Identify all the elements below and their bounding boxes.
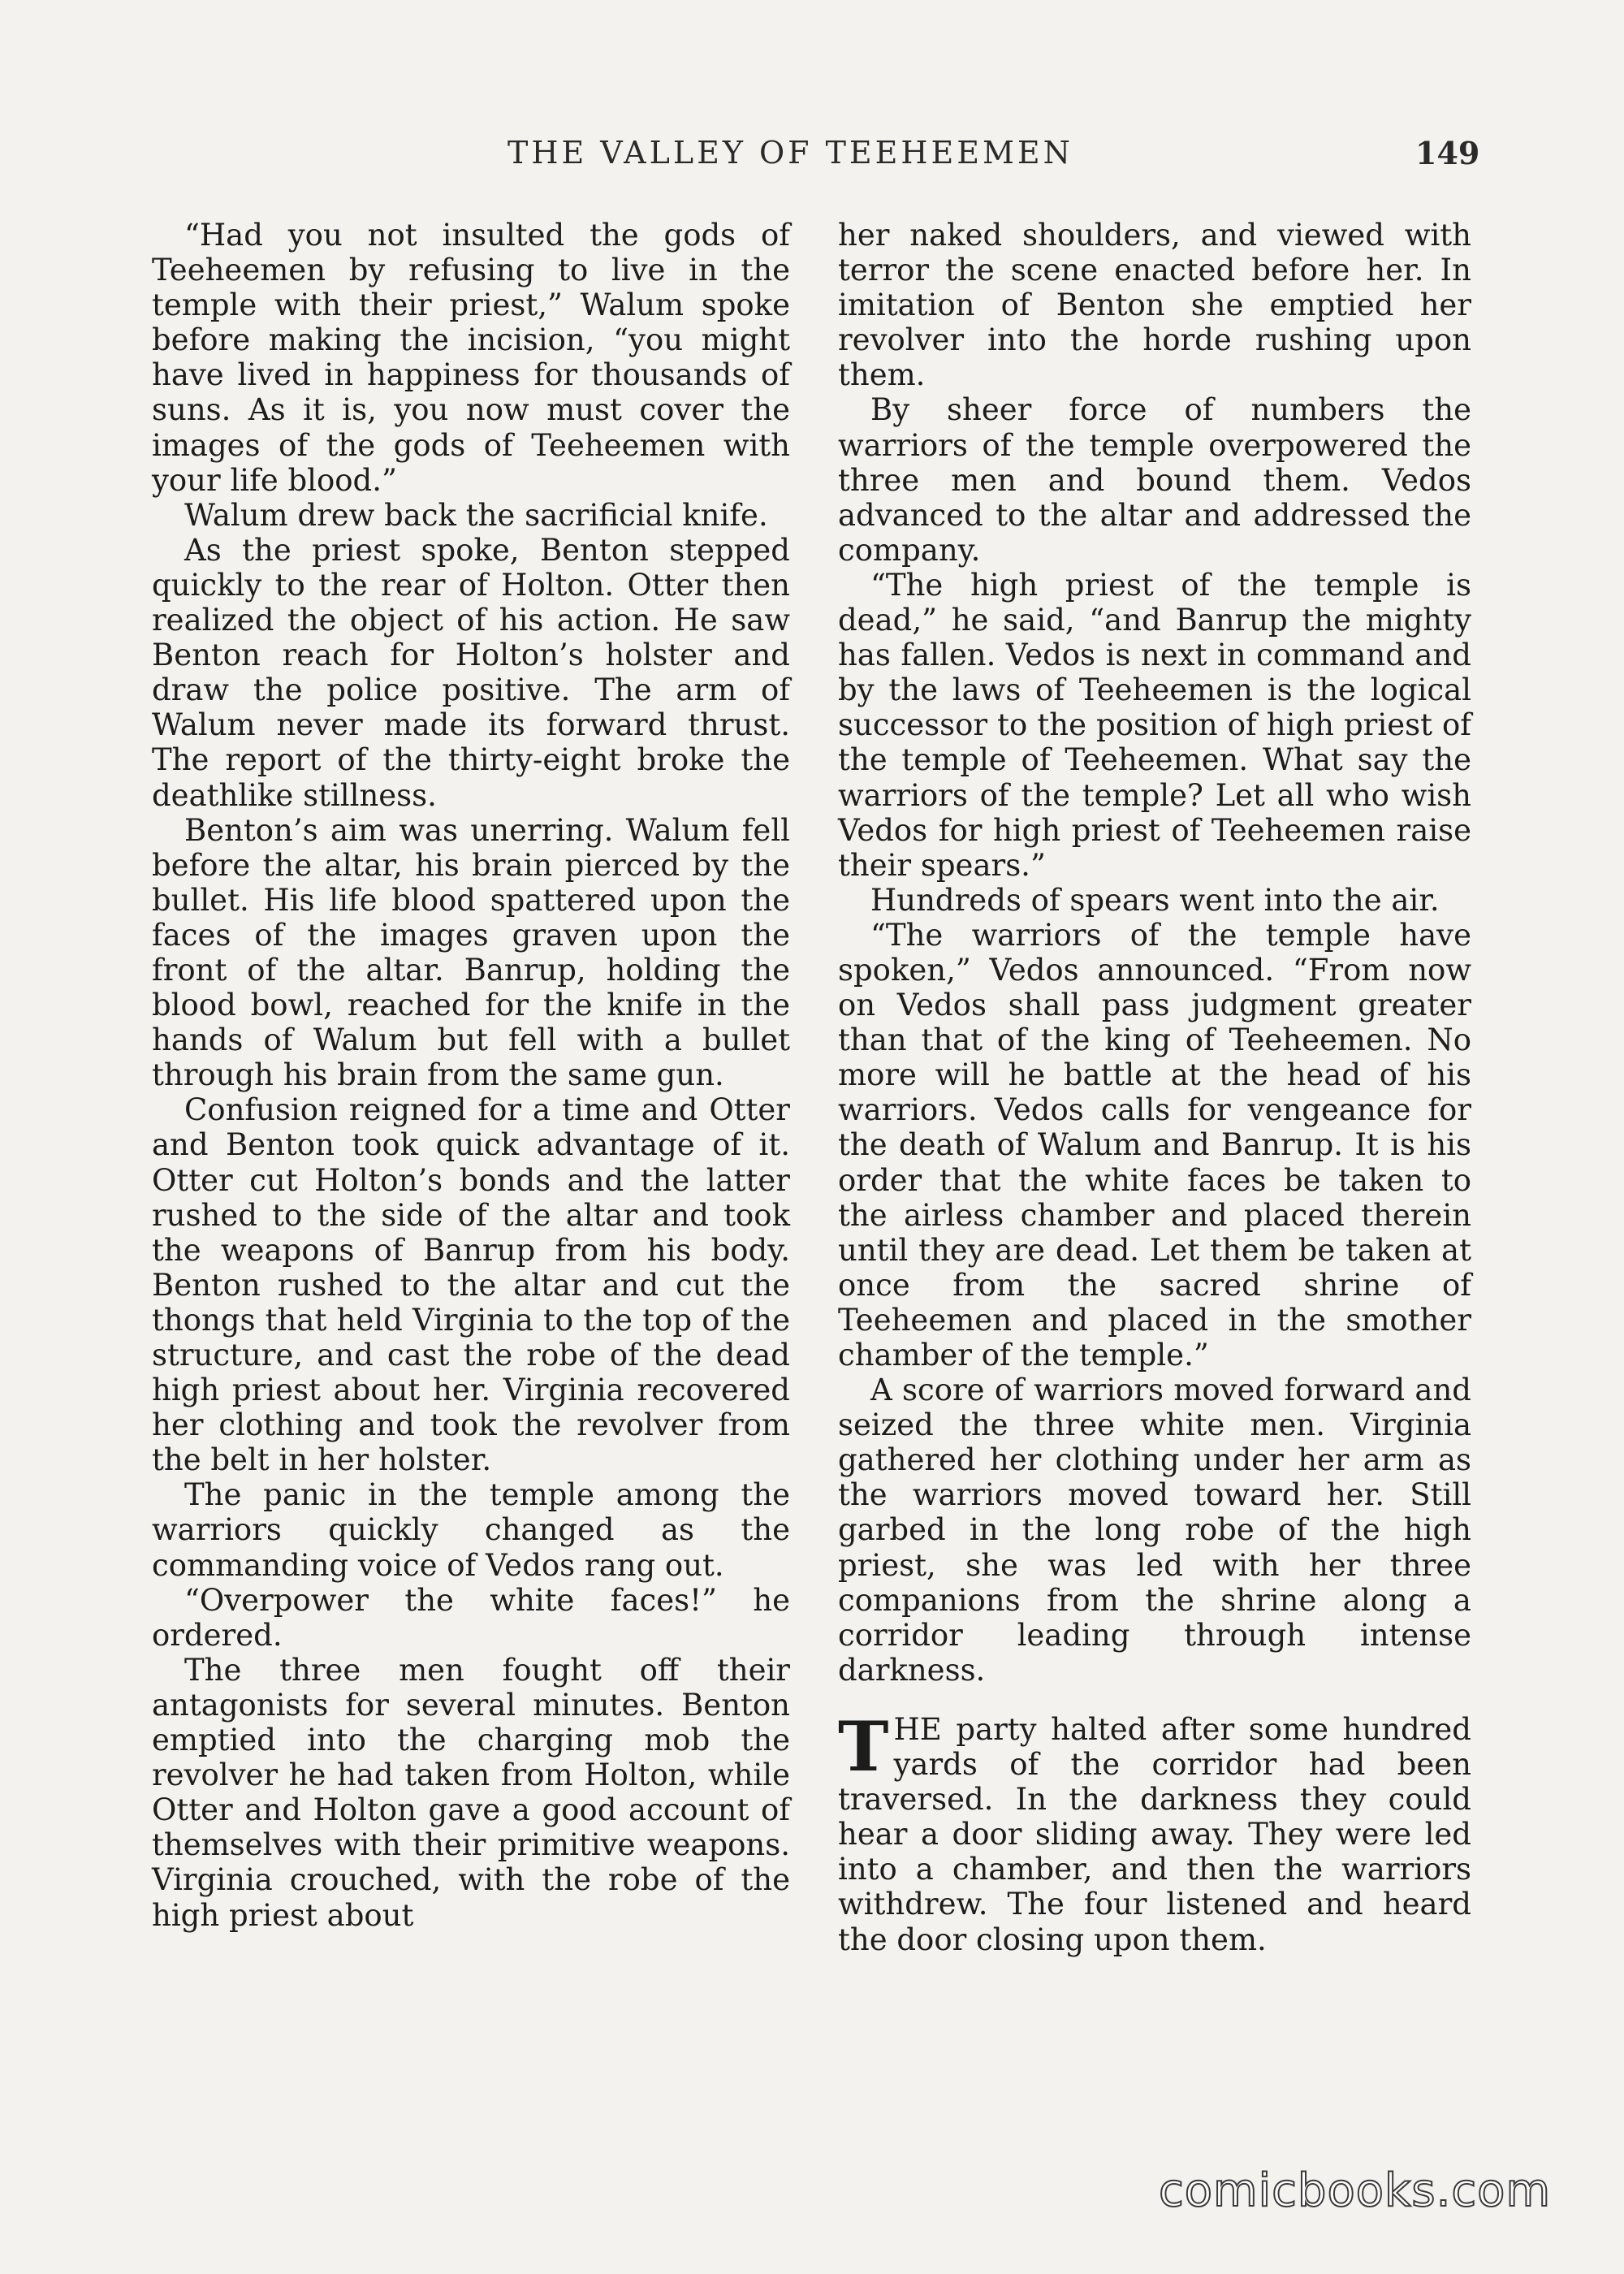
paragraph: “The high priest of the temple is dead,” he said, “and Banrup the mighty has fallen. Vedos is next in command and by the laws of Teeheemen is the logical successor to the position of high priest of the temple of Teeheemen. What say the warriors of the temple? Let all who wish Vedos for high priest of Teeheemen raise their spears.” <box>838 567 1471 883</box>
running-title: THE VALLEY OF TEEHEEMEN <box>508 135 1073 171</box>
paragraph: “The warriors of the temple have spoken,” Vedos announced. “From now on Vedos shall pass judgment greater than that of the king of Teeheemen. No more will he battle at the head of his warriors. Vedos calls for vengeance for the death of Walum and Banrup. It is his order that the white faces be taken to the airless chamber and placed therein until they are dead. Let them be taken at once from the sacred shrine of Teeheemen and placed in the smother chamber of the temple.” <box>838 917 1471 1373</box>
paragraph: By sheer force of numbers the warriors of the temple overpowered the three men and bound them. Vedos advanced to the altar and addressed the company. <box>838 392 1471 568</box>
watermark: comicbooks.com <box>1158 2164 1551 2217</box>
paragraph: Walum drew back the sacrificial knife. <box>184 497 768 533</box>
page-number: 149 <box>1415 135 1480 171</box>
section-opening-paragraph <box>838 1706 1471 1957</box>
paragraph: her naked shoulders, and viewed with terror the scene enacted before her. In imitation of Benton she emptied her revolver into the horde rushing upon them. <box>838 218 1471 393</box>
paragraph: A score of warriors moved forward and seized the three white men. Virginia gathered her clothing under her arm as the warriors moved toward her. Still garbed in the long robe of the high priest, she was led with her three companions from the shrine along a corridor leading through intense darkness. <box>838 1373 1471 1688</box>
paragraph: Benton’s aim was unerring. Walum fell before the altar, his brain pierced by the bullet. His life blood spattered upon the faces of the images graven upon the front of the altar. Banrup, holding the blood bowl, reached for the knife in the hands of Walum but fell with a bullet through his brain from the same gun. <box>152 812 790 1093</box>
left-column <box>152 218 790 1933</box>
drop-cap: T <box>838 1706 889 1787</box>
paragraph-text: HE party halted after some hundred yards of the corridor had been traversed. In the darkness they could hear a door sliding away. They were led into a chamber, and then the warriors withdrew. The four listened and heard the door closing upon them. <box>838 1711 1471 1957</box>
paragraph: As the priest spoke, Benton stepped quickly to the rear of Holton. Otter then realized the object of his action. He saw Benton reach for Holton’s holster and draw the police positive. The arm of Walum never made its forward thrust. The report of the thirty-eight broke the deathlike stillness. <box>152 532 790 813</box>
paragraph: “Had you not insulted the gods of Teeheemen by refusing to live in the temple with their priest,” Walum spoke before making the incision, “you might have lived in happiness for thousands of suns. As it is, you now must cover the images of the gods of Teeheemen with your life blood.” <box>152 218 790 498</box>
paragraph: Confusion reigned for a time and Otter and Benton took quick advantage of it. Otter cut Holton’s bonds and the latter rushed to the side of the altar and took the weapons of Banrup from his body. Benton rushed to the altar and cut the thongs that held Virginia to the top of the structure, and cast the robe of the dead high priest about her. Virginia recovered her clothing and took the revolver from the belt in her holster. <box>152 1092 790 1478</box>
paragraph: The panic in the temple among the warriors quickly changed as the commanding voice of Vedos rang out. <box>152 1477 790 1583</box>
paragraph: Hundreds of spears went into the air. <box>870 882 1440 918</box>
right-column <box>838 218 1471 1957</box>
paragraph: The three men fought off their antagonists for several minutes. Benton emptied into the charging mob the revolver he had taken from Holton, while Otter and Holton gave a good account of themselves with their primitive weapons. Virginia crouched, with the robe of the high priest about <box>152 1652 790 1933</box>
paragraph: “Overpower the white faces!” he ordered. <box>152 1582 790 1653</box>
